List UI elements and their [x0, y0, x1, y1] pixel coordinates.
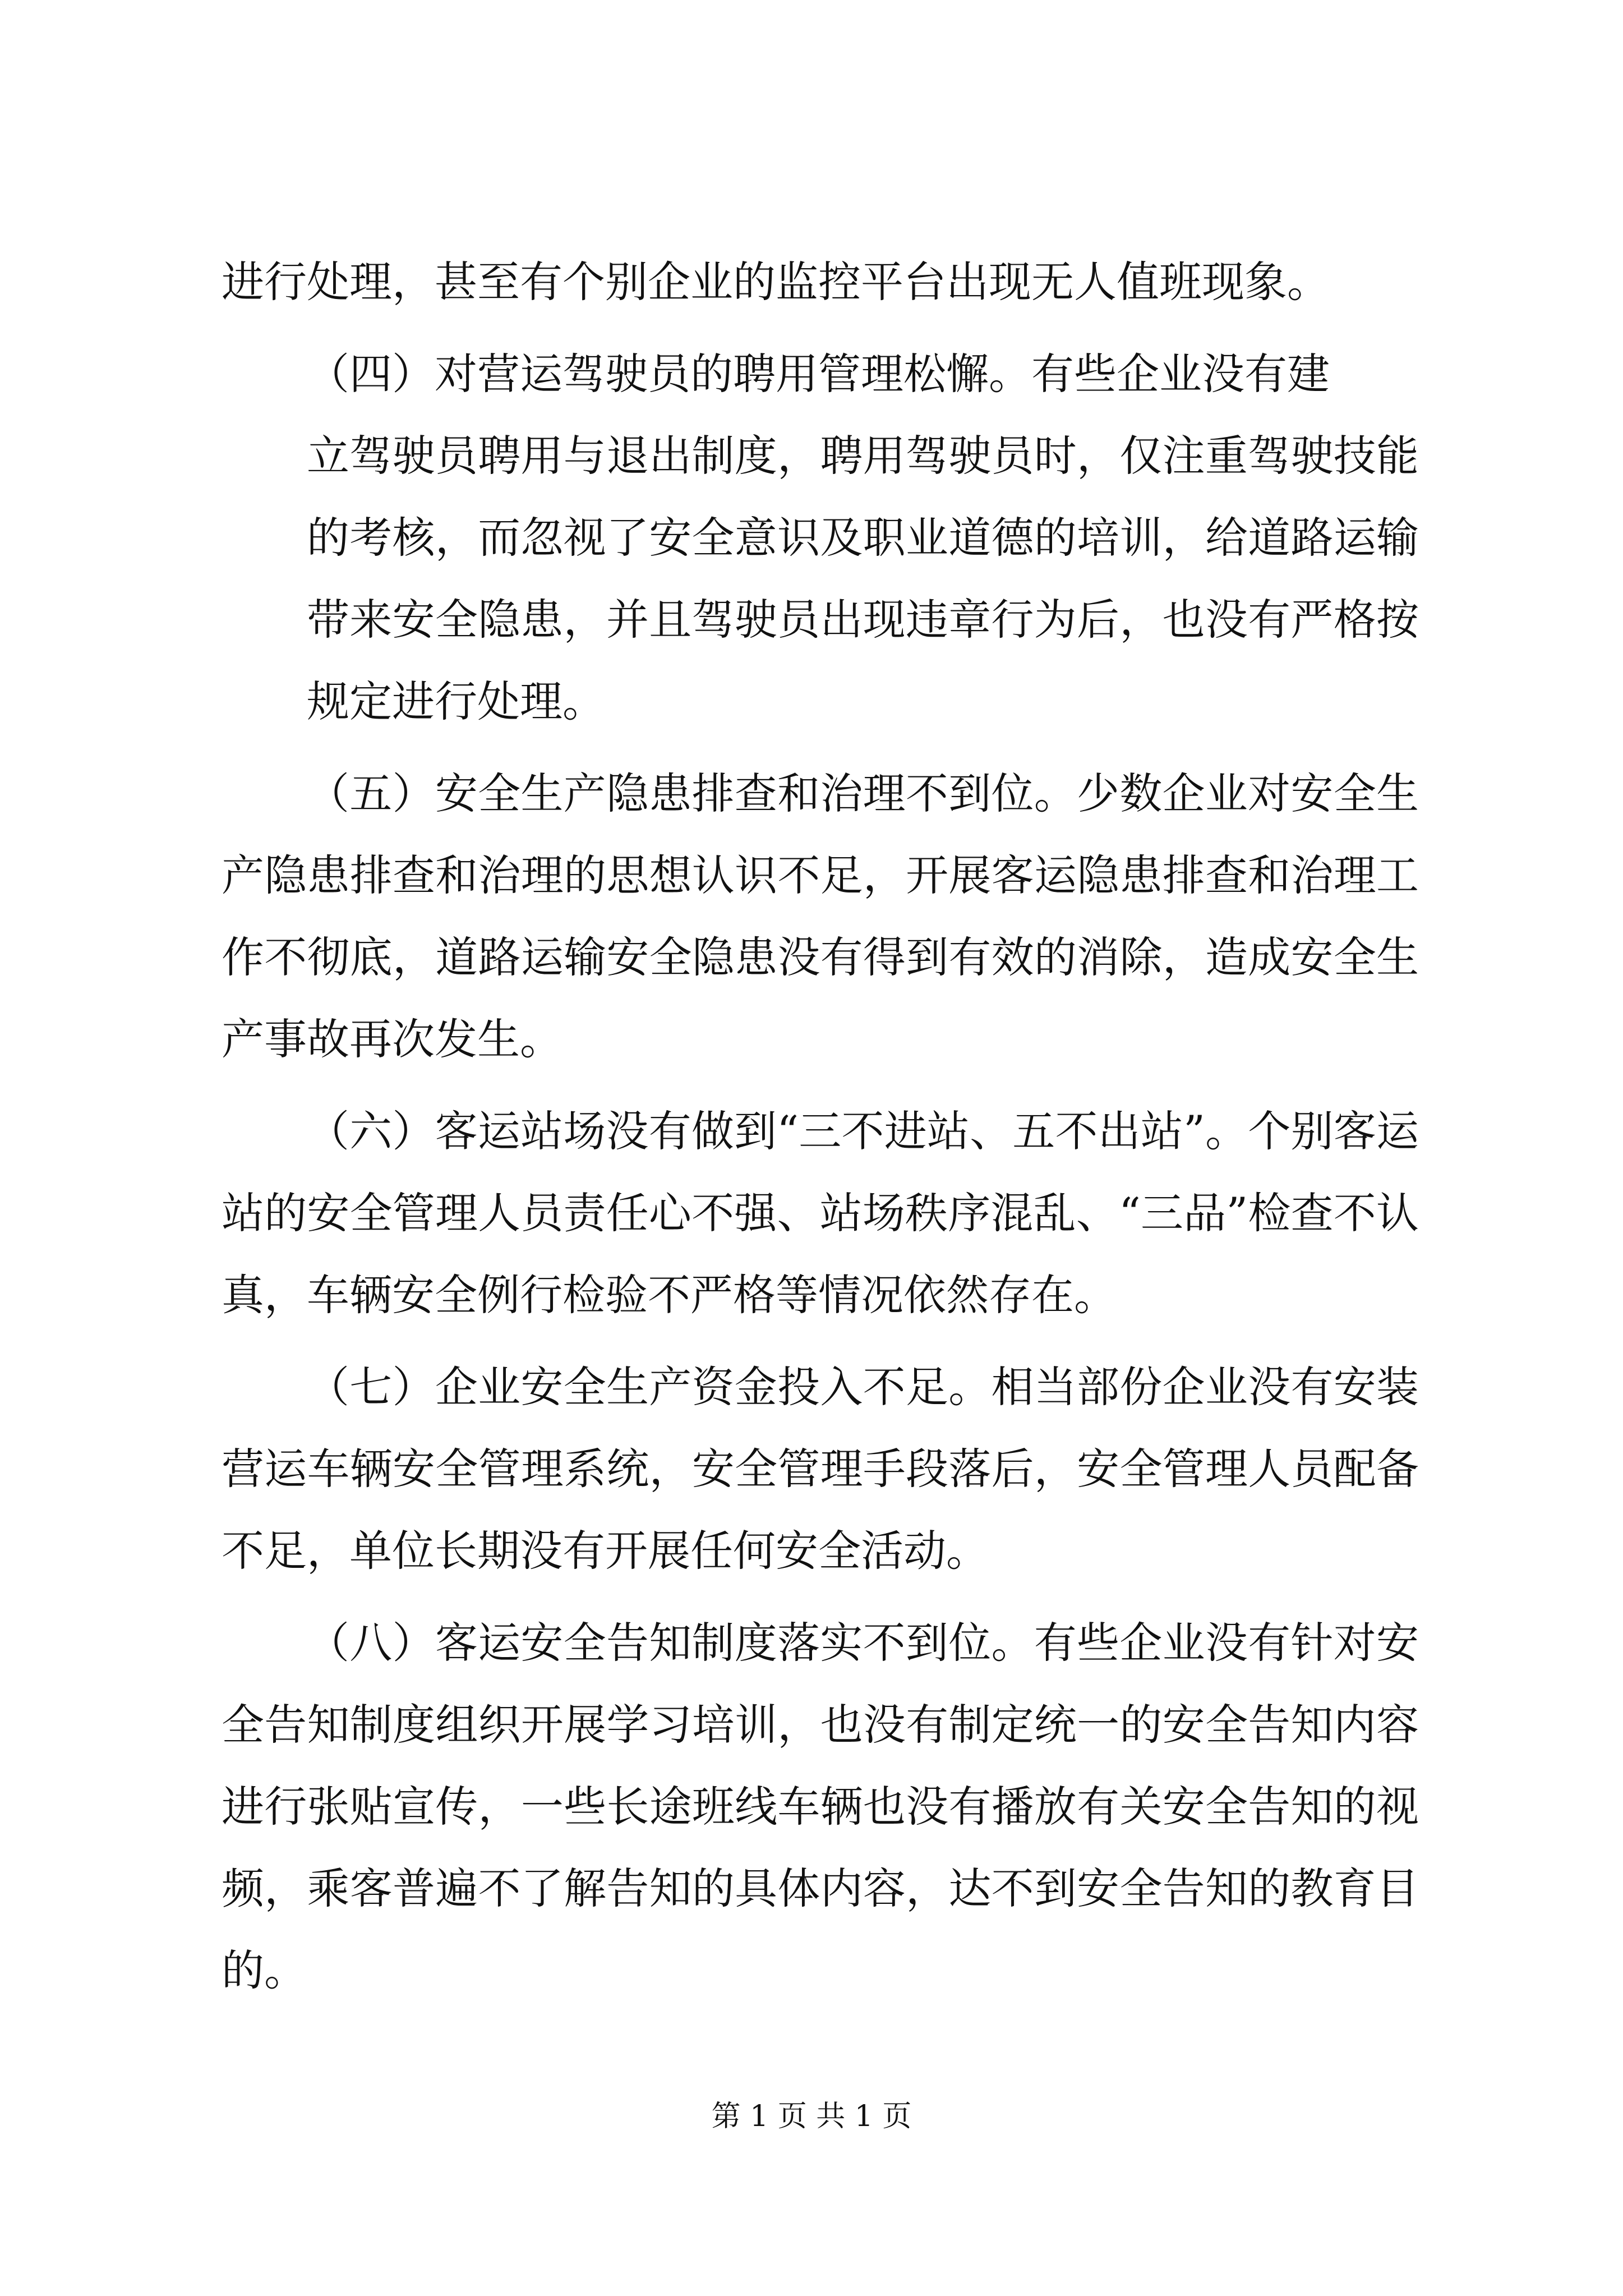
- paragraph-section-4-heading: （四）对营运驾驶员的聘用管理松懈。有些企业没有建: [307, 349, 1330, 399]
- paragraph-section-6: （六）客运站场没有做到“三不进站、五不出站”。个别客运站的安全管理人员责任心不强、站场秩序混乱、“三品”检查不认真，车辆安全例行检验不严格等情况依然存在。: [222, 1106, 1419, 1320]
- paragraph-continuation: 进行处理，甚至有个别企业的监控平台出现无人值班现象。: [222, 257, 1330, 307]
- paragraph-section-4-body: 立驾驶员聘用与退出制度，聘用驾驶员时，仅注重驾驶技能的考核，而忽视了安全意识及职业道德的培训，给道路运输带来安全隐患，并且驾驶员出现违章行为后，也没有严格按规定进行处理。: [307, 431, 1419, 726]
- paragraph-section-5: （五）安全生产隐患排查和治理不到位。少数企业对安全生产隐患排查和治理的思想认识不足，开展客运隐患排查和治理工作不彻底，道路运输安全隐患没有得到有效的消除，造成安全生产事故再次发生。: [222, 769, 1419, 1064]
- document-body: [222, 241, 1419, 2022]
- paragraph-section-8: （八）客运安全告知制度落实不到位。有些企业没有针对安全告知制度组织开展学习培训，也没有制定统一的安全告知内容进行张贴宣传，一些长途班线车辆也没有播放有关安全告知的视频，乘客普遍不了解告知的具体内容，达不到安全告知的教育目的。: [222, 1618, 1419, 1995]
- paragraph-section-7: （七）企业安全生产资金投入不足。相当部份企业没有安装营运车辆安全管理系统，安全管理手段落后，安全管理人员配备不足，单位长期没有开展任何安全活动。: [222, 1362, 1419, 1576]
- page-number-footer: 第 1 页 共 1 页: [711, 2100, 912, 2133]
